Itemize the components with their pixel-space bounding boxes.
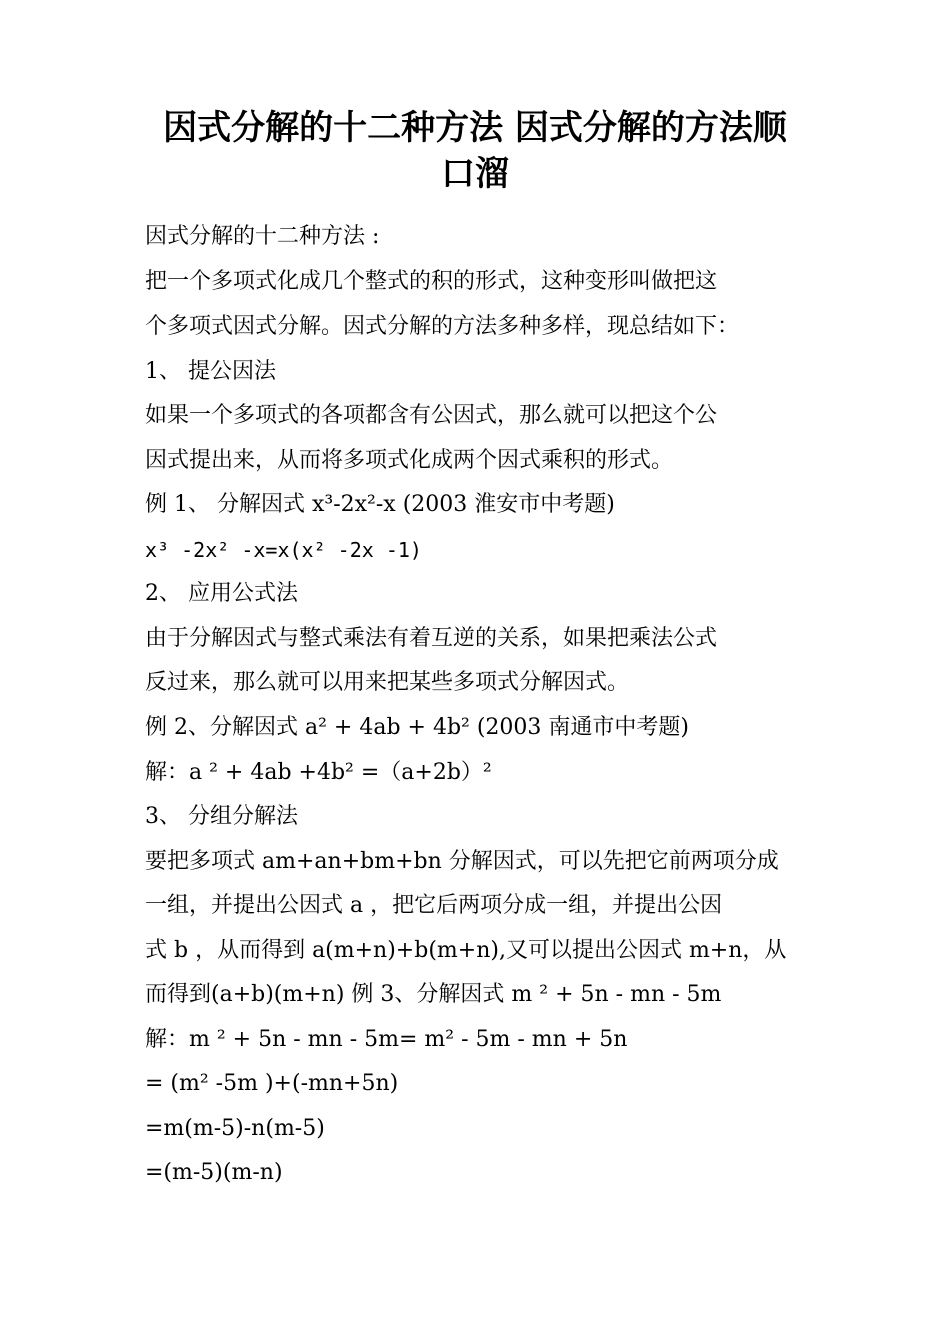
text-line-16: 一组，并提出公因式 a ，把它后两项分成一组，并提出公因 <box>145 893 723 918</box>
text-line-10: 由于分解因式与整式乘法有着互逆的关系，如果把乘法公式 <box>145 626 718 651</box>
text-line-6: 因式提出来，从而将多项式化成两个因式乘积的形式。 <box>145 448 674 473</box>
document-title-line-2: 口溜 <box>441 154 509 194</box>
text-line-2: 把一个多项式化成几个整式的积的形式，这种变形叫做把这 <box>145 269 718 294</box>
text-line-18: 而得到(a+b)(m+n) 例 3、分解因式 m ² + 5n - mn - 5m <box>145 982 722 1007</box>
text-line-5: 如果一个多项式的各项都含有公因式，那么就可以把这个公 <box>145 403 718 428</box>
text-line-11: 反过来，那么就可以用来把某些多项式分解因式。 <box>145 670 630 695</box>
section-heading-2: 2、 应用公式法 <box>145 581 298 606</box>
formula-step-3: =(m-5)(m-n) <box>145 1160 283 1185</box>
example-1: 例 1、 分解因式 x³-2x²-x (2003 淮安市中考题) <box>145 492 615 517</box>
text-line-3: 个多项式因式分解。因式分解的方法多种多样，现总结如下： <box>145 314 740 339</box>
text-line-17: 式 b ，从而得到 a(m+n)+b(m+n),又可以提出公因式 m+n，从 <box>145 938 787 963</box>
document-title-line-1: 因式分解的十二种方法 因式分解的方法顺 <box>163 108 787 148</box>
solution-line-1: 解：a ² + 4ab +4b² =（a+2b）² <box>145 760 492 785</box>
formula-line-1: x³ -2x² -x=x(x² -2x -1) <box>145 538 422 562</box>
formula-step-2: =m(m-5)-n(m-5) <box>145 1116 325 1141</box>
formula-step-1: = (m² -5m )+(-mn+5n) <box>145 1071 399 1096</box>
section-heading-1: 1、 提公因法 <box>145 359 276 384</box>
section-heading-3: 3、 分组分解法 <box>145 804 298 829</box>
text-line-15: 要把多项式 am+an+bm+bn 分解因式，可以先把它前两项分成 <box>145 849 779 874</box>
solution-line-2: 解：m ² + 5n - mn - 5m= m² - 5m - mn + 5n <box>145 1027 628 1052</box>
example-2: 例 2、分解因式 a² + 4ab + 4b² (2003 南通市中考题) <box>145 715 689 740</box>
text-line-1: 因式分解的十二种方法 : <box>145 224 380 249</box>
